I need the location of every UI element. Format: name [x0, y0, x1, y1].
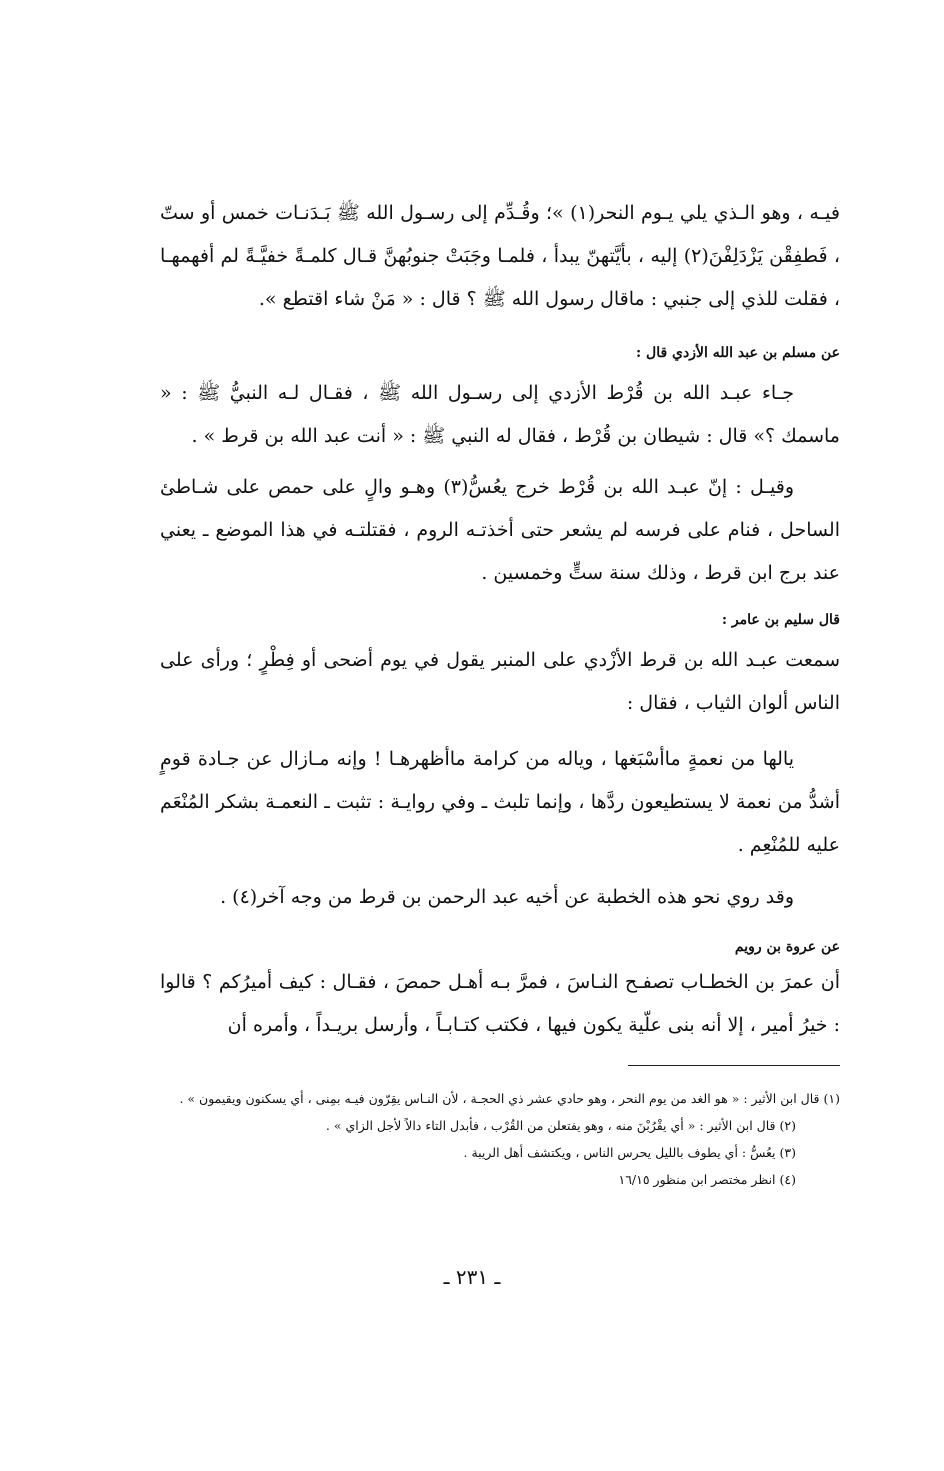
- heading-3-block: [160, 935, 840, 959]
- heading-1-block: [160, 341, 840, 365]
- footnote-2: (٢) قال ابن الأثير : « أي يقْرُبْنَ منه ، وهو يفتعلن من القُرْب ، فأبدل التاء دالاً لأجل الزاي » .: [325, 1118, 796, 1133]
- paragraph-abdullah-ibn-qurt-name: جـاء عبـد الله بن قُرْط الأزدي إلى رسـول الله ﷺ ، فقـال لـه النبيُّ ﷺ : « ماسمك ؟» قال : شيطان بن قُرْط ، فقال له النبي ﷺ : « أنت عبد الله بن قرط » .: [160, 382, 840, 447]
- heading-sulaym-ibn-amir: قال سليم بن عامر :: [721, 612, 840, 628]
- footnote-3: (٣) يعُسُّ : أي يطوف بالليل يحرس الناس ، ويكتشف أهل الريبة .: [463, 1145, 796, 1160]
- paragraph-7-block: [160, 961, 840, 1047]
- heading-muslim-ibn-abdullah: عن مسلم بن عبد الله الأزدي قال :: [636, 345, 840, 361]
- paragraph-6-block: [160, 876, 840, 919]
- footnote-divider: [628, 1065, 840, 1066]
- paragraph-3-block: [160, 466, 840, 595]
- paragraph-sermon-text: يالها من نعمةٍ ماأسْبَغها ، وياله من كرامة ماأظهرهـا ! وإنه مـازال عن جـادة قومٍ أشدُّ من نعمة لا يستطيعون ردَّها ، وإنما تلبث ـ وفي روايـة : تثبت ـ النعمـة بشكر المُنْعَم عليه للمُنْعِم .: [160, 748, 840, 856]
- page-number: ـ ٢٣١ ـ: [443, 1265, 501, 1289]
- paragraph-sermon-intro: سمعت عبـد الله بن قرط الأزْدي على المنبر يقول في يوم أضحى أو فِطْرٍ ؛ ورأى على الناس ألوان الثياب ، فقال :: [160, 649, 840, 714]
- paragraph-sacrifice: فيـه ، وهو الـذي يلي يـوم النحر(١) »؛ وقُـدِّم إلى رسـول الله ﷺ بَـدَنـات خمس أو ستّ ، فَطفِقْن يَزْدَلِفْنَ(٢) إليه ، بأيَّتهنّ يبدأ ، فلمـا وجَبَتْ جنوبُهنَّ قـال كلمـةً خفيَّـةً لم أفهمهـا ، فقلت للذي إلى جنبي : ماقال رسول الله ﷺ ؟ قال : « مَنْ شاء اقتطع ».: [160, 202, 840, 310]
- heading-urwa-ibn-ruwaym: عن عروة بن رويم: [734, 939, 840, 955]
- footnote-4: (٤) انظر مختصر ابن منظور ١٦/١٥: [618, 1172, 796, 1187]
- paragraph-narration-note: وقد روي نحو هذه الخطبة عن أخيه عبد الرحمن بن قرط من وجه آخر(٤) .: [220, 886, 794, 908]
- footnotes-block: [160, 1085, 840, 1193]
- paragraph-5-block: [160, 738, 840, 867]
- heading-2-block: [160, 608, 840, 632]
- paragraph-umar-story: أن عمرَ بن الخطـاب تصفـح النـاسَ ، فمرَّ بـه أهـل حمصَ ، فقـال : كيف أميرُكم ؟ قالوا : خيرُ أمير ، إلا أنه بنى علّية يكون فيها ، فكتب كتـابـاً ، وأرسل بريـداً ، وأمره أن: [160, 971, 840, 1036]
- paragraph-2-block: [160, 372, 840, 458]
- paragraph-4-block: [160, 639, 840, 725]
- paragraph-1-block: [160, 192, 840, 321]
- footnote-1: (١) قال ابن الأثير : « هو الغد من يوم النحر ، وهو حادي عشر ذي الحجـة ، لأن النـاس يقِرّون فيـه بمِنى ، أي يسكنون ويقيمون » .: [179, 1091, 840, 1106]
- paragraph-death-report: وقيـل : إنّ عبـد الله بن قُرْط خرج يعُسُّ(٣) وهـو والٍ على حمص على شـاطئ الساحل ، فنام على فرسه لم يشعر حتى أخذتـه الروم ، فقتلتـه في هذا الموضع ـ يعني عند برج ابن قرط ، وذلك سنة ستٍّ وخمسين .: [160, 476, 840, 584]
